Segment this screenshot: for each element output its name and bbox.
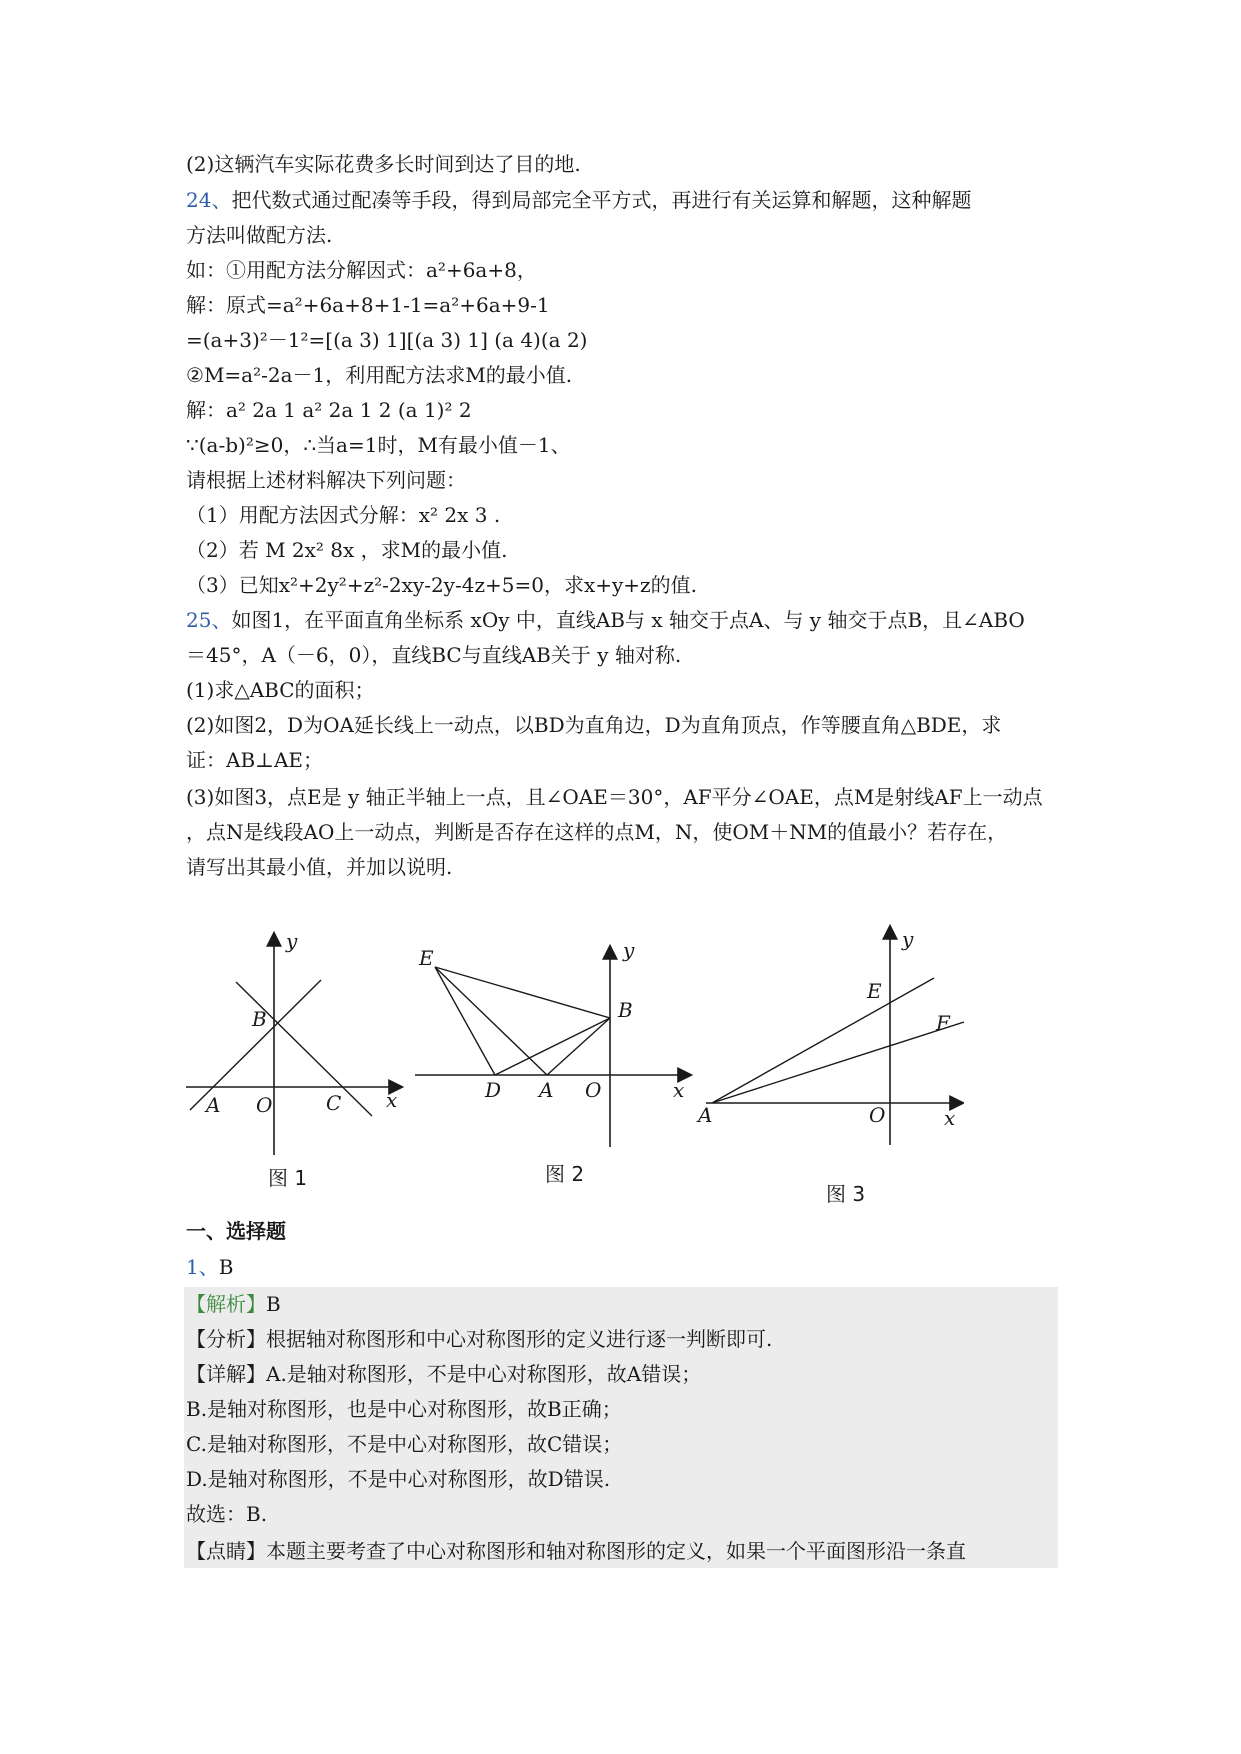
q24-example2-solution1: 解：a² 2a 1 a² 2a 1 2 (a 1)² 2	[186, 398, 472, 422]
q24-example1-solution1: 解：原式=a²+6a+8+1-1=a²+6a+9-1	[186, 293, 550, 317]
fig2-edge-db	[495, 1018, 610, 1075]
q25-part3-line1: (3)如图3，点E是 y 轴正半轴上一点，且∠OAE＝30°，AF平分∠OAE，点M是射线AF上一动点	[186, 785, 1043, 809]
fig1-label-b: B	[252, 1007, 267, 1031]
fig2-edge-ed	[435, 967, 495, 1075]
q24-example2-solution2: ∵(a-b)²≥0，∴当a=1时，M有最小值－1、	[186, 433, 571, 457]
q25-number: 25、	[186, 608, 232, 632]
figure-2-caption: 图 2	[545, 1162, 585, 1186]
q24-example2	[186, 361, 1056, 389]
fig2-label-a: A	[539, 1078, 554, 1102]
q24-number: 24、	[186, 188, 232, 212]
option-c-line: C.是轴对称图形，不是中心对称图形，故C错误；	[186, 1432, 623, 1456]
fig3-ray-ae	[712, 978, 934, 1103]
fig3-ray-af	[712, 1022, 964, 1103]
choose-line: 故选：B.	[186, 1502, 268, 1526]
figure-1	[186, 930, 406, 1164]
answer-1-number: 1、	[186, 1255, 219, 1279]
fig3-label-y: y	[902, 927, 914, 951]
circled-number-2: ②	[186, 363, 204, 387]
q25-line1-text: 如图1，在平面直角坐标系 xOy 中，直线AB与 x 轴交于点A、与 y 轴交于点B，且∠ABO	[231, 608, 1025, 632]
fig2-edge-ab	[547, 1018, 610, 1075]
fig2-label-b: B	[618, 998, 633, 1022]
q24-intro-text: 把代数式通过配凑等手段，得到局部完全平方式，再进行有关运算和解题，这种解题	[231, 188, 972, 212]
q24-example1	[186, 256, 1056, 284]
q23-part2: (2)这辆汽车实际花费多长时间到达了目的地.	[186, 152, 581, 176]
answer-1	[186, 1253, 1056, 1281]
q24-intro-line2: 方法叫做配方法.	[186, 223, 333, 247]
section-title: 一、选择题	[186, 1219, 286, 1243]
figure-3-caption: 图 3	[826, 1182, 866, 1206]
dianjing-tag: 【点睛】	[186, 1539, 266, 1563]
circled-number-1: ①	[226, 258, 246, 282]
answer-1-value: B	[218, 1255, 234, 1279]
fig2-label-d: D	[485, 1078, 502, 1102]
fig1-label-x: x	[386, 1088, 398, 1112]
q24-problem3: （3）已知x²+2y²+z²-2xy-2y-4z+5=0，求x+y+z的值.	[186, 573, 697, 597]
q24-problem2: （2）若 M 2x² 8x ，求M的最小值.	[186, 538, 508, 562]
fig1-line-ab	[190, 980, 321, 1110]
fenxi-line	[186, 1325, 1056, 1353]
jiexi-text: B	[266, 1292, 281, 1316]
example-prefix: 如：	[186, 258, 226, 282]
jiexi-line	[186, 1290, 1056, 1318]
figure-1-caption: 图 1	[268, 1166, 308, 1190]
option-b-line: B.是轴对称图形，也是中心对称图形，故B正确；	[186, 1397, 622, 1421]
q25-part3-line3: 请写出其最小值，并加以说明.	[186, 855, 453, 879]
fig2-label-y: y	[623, 938, 635, 962]
figure-3	[694, 920, 964, 1154]
q24-example1-solution2: =(a+3)²－1²=[(a 3) 1][(a 3) 1] (a 4)(a 2)	[186, 328, 588, 352]
fig3-label-o: O	[869, 1103, 886, 1127]
xiangjie-tag: 【详解】	[186, 1362, 266, 1386]
fig1-label-y: y	[286, 930, 298, 953]
fig2-label-x: x	[673, 1078, 685, 1102]
fig3-label-f: F	[936, 1011, 950, 1035]
fig3-label-a: A	[698, 1103, 713, 1127]
fenxi-text: 根据轴对称图形和中心对称图形的定义进行逐一判断即可.	[266, 1327, 773, 1351]
fig3-label-e: E	[867, 979, 882, 1003]
example2-text: M=a²-2a－1，利用配方法求M的最小值.	[203, 363, 573, 387]
jiexi-tag: 【解析】	[186, 1292, 266, 1316]
q25-part1: (1)求△ABC的面积；	[186, 678, 375, 702]
q24-ask: 请根据上述材料解决下列问题：	[186, 468, 466, 492]
fig2-label-e: E	[419, 946, 434, 970]
q25-part2-line1: (2)如图2，D为OA延长线上一动点，以BD为直角边，D为直角顶点，作等腰直角△BDE，求	[186, 713, 1002, 737]
fig1-label-a: A	[206, 1093, 221, 1117]
q25-line2: ＝45°，A（－6，0），直线BC与直线AB关于 y 轴对称.	[186, 643, 682, 667]
fig1-label-o: O	[256, 1093, 273, 1117]
q24-intro-line1	[186, 186, 1056, 214]
dianjing-text: 本题主要考查了中心对称图形和轴对称图形的定义，如果一个平面图形沿一条直	[266, 1539, 966, 1563]
fig2-label-o: O	[585, 1078, 602, 1102]
fig3-label-x: x	[944, 1106, 956, 1130]
q24-problem1: （1）用配方法因式分解：x² 2x 3 .	[186, 503, 501, 527]
xiangjie-a: A.是轴对称图形，不是中心对称图形，故A错误；	[266, 1362, 702, 1386]
option-d-line: D.是轴对称图形，不是中心对称图形，故D错误.	[186, 1467, 611, 1491]
example1-text: 用配方法分解因式：a²+6a+8，	[246, 258, 537, 282]
dianjing-line	[186, 1537, 1056, 1565]
fig1-label-c: C	[326, 1091, 342, 1115]
q25-part3-line2: ，点N是线段AO上一动点，判断是否存在这样的点M，N，使OM＋NM的值最小？若存在，	[186, 820, 1008, 844]
fenxi-tag: 【分析】	[186, 1327, 266, 1351]
q25-part2-line2: 证：AB⊥AE；	[186, 748, 323, 772]
q25-line1	[186, 606, 1056, 634]
figure-2	[415, 935, 695, 1159]
xiangjie-line	[186, 1360, 1056, 1388]
